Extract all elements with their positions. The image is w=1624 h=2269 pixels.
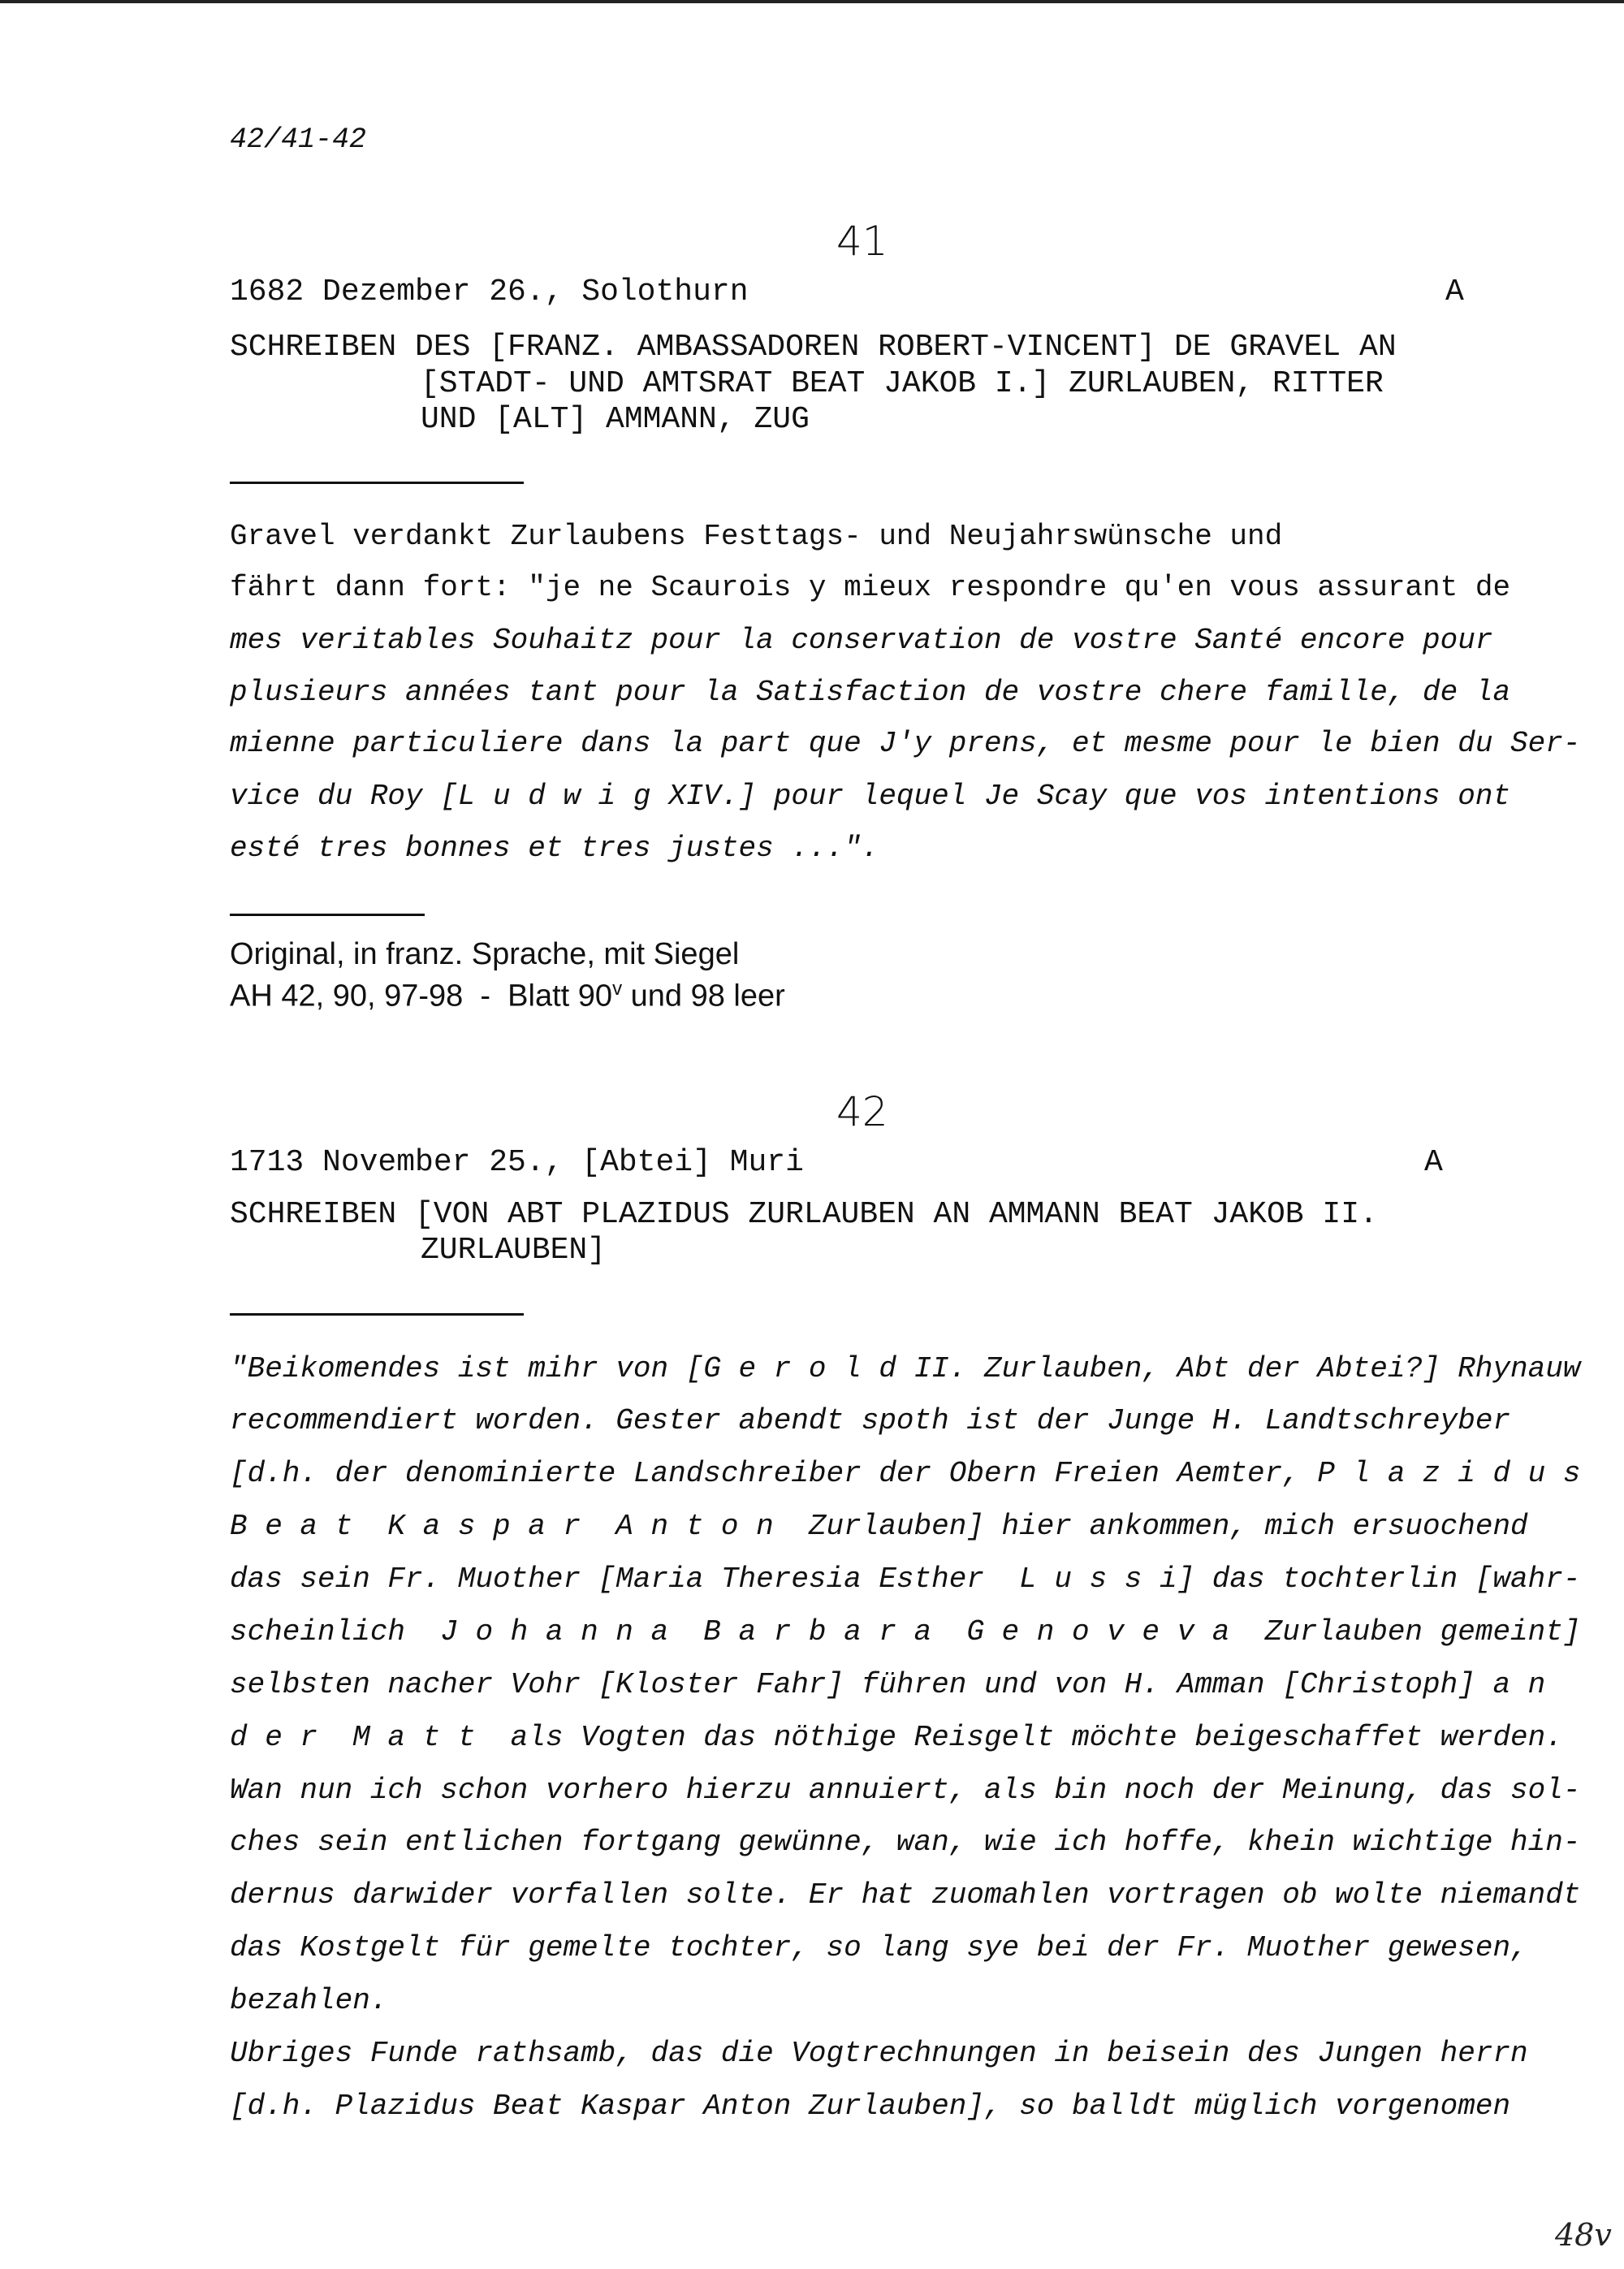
entry-quote-line: das Kostgelt für gemelte tochter, so lang sye bei der Fr. Muother gewesen, bbox=[230, 1931, 1528, 1964]
entry-mark: A bbox=[1445, 274, 1464, 309]
entry-quote-line: "Beikomendes ist mihr von [G e r o l d II. Zurlauben, Abt der Abtei?] Rhynauw bbox=[230, 1352, 1581, 1385]
entry-quote-line: das sein Fr. Muother [Maria Theresia Esther L u s s i] das tochterlin [wahr- bbox=[230, 1562, 1581, 1596]
entry-quote-line: ches sein entlichen fortgang gewünne, wan, wie ich hoffe, khein wichtige hin- bbox=[230, 1826, 1581, 1859]
entry-heading-line: SCHREIBEN [VON ABT PLAZIDUS ZURLAUBEN AN AMMANN BEAT JAKOB II. bbox=[230, 1197, 1378, 1232]
entry-quote-line: plusieurs années tant pour la Satisfaction de vostre chere famille, de la bbox=[230, 676, 1511, 709]
source-note-line bbox=[230, 971, 785, 1014]
entry-quote-line: mienne particuliere dans la part que J'y prens, et mesme pour le bien du Ser- bbox=[230, 727, 1581, 760]
entry-number: 42 bbox=[836, 1088, 888, 1135]
entry-date-place: 1682 Dezember 26., Solothurn bbox=[230, 274, 749, 309]
source-note-line: Original, in franz. Sprache, mit Siegel bbox=[230, 937, 740, 971]
top-border bbox=[0, 0, 1624, 3]
entry-quote-line: Wan nun ich schon vorhero hierzu annuiert, als bin noch der Meinung, das sol- bbox=[230, 1774, 1581, 1807]
entry-quote-line: [d.h. der denominierte Landschreiber der Obern Freien Aemter, P l a z i d u s bbox=[230, 1457, 1581, 1490]
entry-quote-line: Ubriges Funde rathsamb, das die Vogtrechnungen in beisein des Jungen herrn bbox=[230, 2037, 1528, 2070]
entry-heading-line: [STADT- UND AMTSRAT BEAT JAKOB I.] ZURLAUBEN, RITTER bbox=[421, 366, 1384, 401]
entry-summary-line: fährt dann fort: "je ne Scaurois y mieux respondre qu'en vous assurant de bbox=[230, 571, 1511, 604]
entry-quote-line: B e a t K a s p a r A n t o n Zurlauben] hier ankommen, mich ersuochend bbox=[230, 1510, 1528, 1543]
entry-heading-line: ZURLAUBEN] bbox=[421, 1233, 607, 1268]
entry-quote-line: bezahlen. bbox=[230, 1984, 388, 2017]
entry-quote-line: [d.h. Plazidus Beat Kaspar Anton Zurlauben], so balldt müglich vorgenomen bbox=[230, 2090, 1511, 2123]
entry-quote-line: esté tres bonnes et tres justes ...". bbox=[230, 832, 879, 865]
entry-mark: A bbox=[1424, 1145, 1443, 1180]
entry-heading-line: UND [ALT] AMMANN, ZUG bbox=[421, 402, 810, 437]
entry-heading-line: SCHREIBEN DES [FRANZ. AMBASSADOREN ROBERT-VINCENT] DE GRAVEL AN bbox=[230, 330, 1397, 365]
entry-quote-line: mes veritables Souhaitz pour la conservation de vostre Santé encore pour bbox=[230, 624, 1493, 657]
source-note-text: und 98 leer bbox=[630, 979, 785, 1013]
entry-summary-line: Gravel verdankt Zurlaubens Festtags- und Neujahrswünsche und bbox=[230, 520, 1283, 553]
entry-quote-line: dernus darwider vorfallen solte. Er hat zuomahlen vortragen ob wolte niemandt bbox=[230, 1878, 1581, 1912]
superscript-v: v bbox=[612, 978, 623, 1000]
entry-quote-line: scheinlich J o h a n n a B a r b a r a G e n o v e v a Zurlauben gemeint] bbox=[230, 1615, 1581, 1649]
entry-date-place: 1713 November 25., [Abtei] Muri bbox=[230, 1145, 804, 1180]
entry-quote-line: recommendiert worden. Gester abendt spoth ist der Junge H. Landtschreyber bbox=[230, 1404, 1511, 1437]
source-note-text: AH 42, 90, 97-98 - Blatt 90 bbox=[230, 979, 613, 1013]
handwritten-folio-note: 48v bbox=[1555, 2217, 1612, 2253]
entry-quote-line: selbsten nacher Vohr [Kloster Fahr] führen und von H. Amman [Christoph] a n bbox=[230, 1668, 1546, 1701]
page-reference: 42/41-42 bbox=[230, 123, 367, 156]
entry-quote-line: d e r M a t t als Vogten das nöthige Reisgelt möchte beigeschaffet werden. bbox=[230, 1721, 1563, 1754]
entry-quote-line: vice du Roy [L u d w i g XIV.] pour lequel Je Scay que vos intentions ont bbox=[230, 780, 1511, 813]
separator-rule bbox=[230, 482, 524, 484]
separator-rule bbox=[230, 914, 425, 916]
entry-number: 41 bbox=[836, 218, 888, 265]
separator-rule bbox=[230, 1313, 524, 1316]
